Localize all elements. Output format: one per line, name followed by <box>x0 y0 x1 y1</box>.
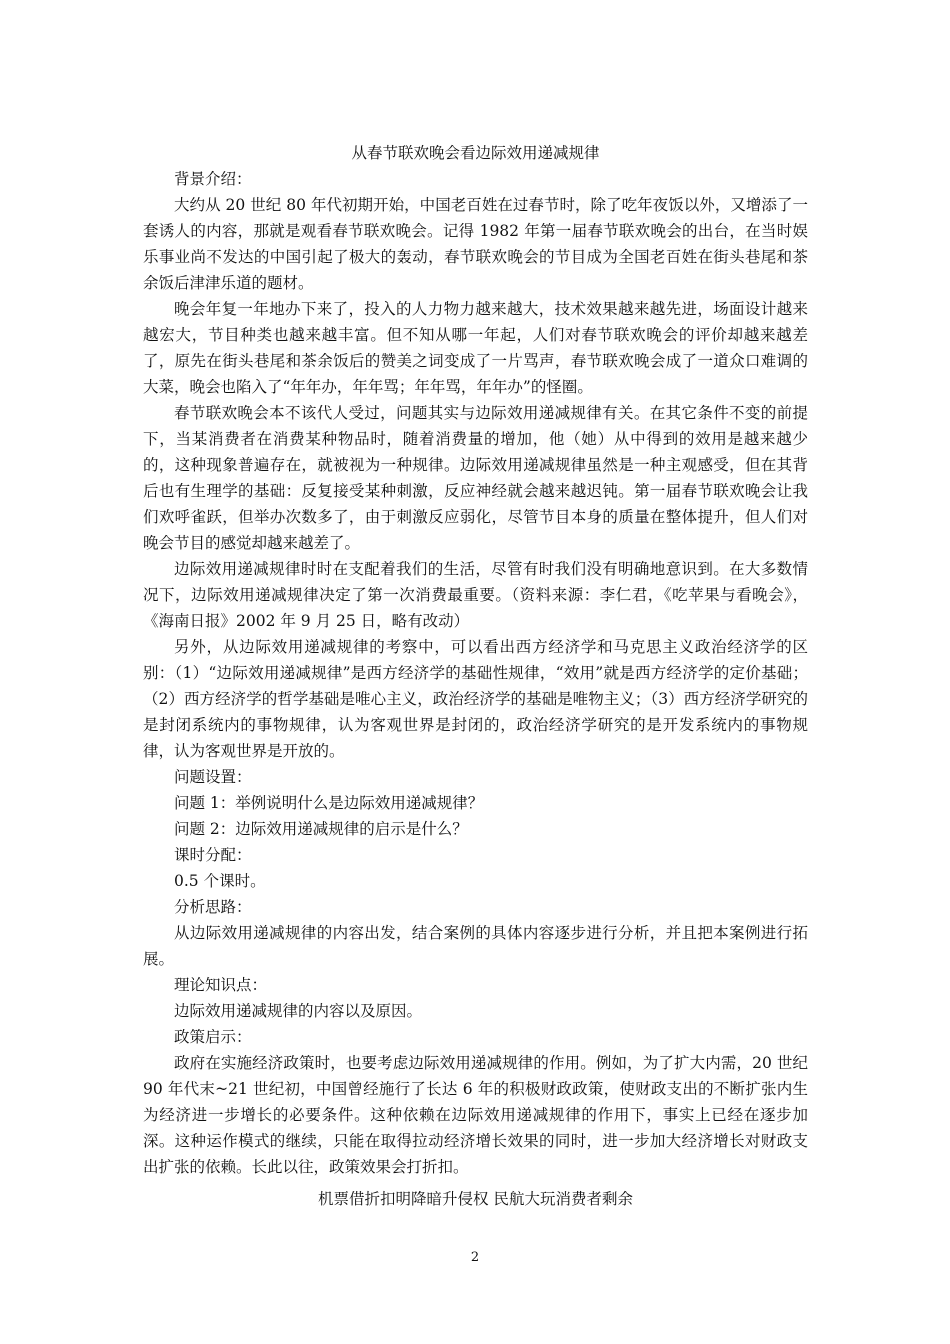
question-label: 问题设置： <box>174 768 252 786</box>
analysis-label: 分析思路： <box>174 898 252 916</box>
theory-label: 理论知识点： <box>174 976 268 994</box>
next-section-title: 机票借折扣明降暗升侵权 民航大玩消费者剩余 <box>318 1190 633 1208</box>
policy-label: 政策启示： <box>174 1028 252 1046</box>
paragraph-3: 春节联欢晚会本不该代人受过，问题其实与边际效用递减规律有关。在其它条件不变的前提下，当某消费者在消费某种物品时，随着消费量的增加，他（她）从中得到的效用是越来越少的，这种现象普遍存在，就被视为一种规律。边际效用递减规律虽然是一种主观感受，但在其背后也有生理学的基础：反复接受某种刺激，反应神经就会越来越迟钝。第一届春节联欢晚会让我们欢呼雀跃，但举办次数多了，由于刺激反应弱化，尽管节目本身的质量在整体提升，但人们对晚会节目的感觉却越来越差了。 <box>143 404 808 552</box>
paragraph-4: 边际效用递减规律时时在支配着我们的生活，尽管有时我们没有明确地意识到。在大多数情况下，边际效用递减规律决定了第一次消费最重要。（资料来源：李仁君，《吃苹果与看晚会》，《海南日报》2002 年 9 月 25 日，略有改动） <box>143 560 808 630</box>
page-number: 2 <box>470 1250 480 1265</box>
background-label: 背景介绍： <box>174 170 252 188</box>
paragraph-1: 大约从 20 世纪 80 年代初期开始，中国老百姓在过春节时，除了吃年夜饭以外，又增添了一套诱人的内容，那就是观看春节联欢晚会。记得 1982 年第一届春节联欢晚会的出台，在当时娱乐事业尚不发达的中国引起了极大的轰动，春节联欢晚会的节目成为全国老百姓在街头巷尾和茶余饭后津津乐道的题材。 <box>143 196 808 292</box>
question-1: 问题 1：举例说明什么是边际效用递减规律？ <box>174 794 484 812</box>
hours-value: 0.5 个课时。 <box>174 872 266 890</box>
question-2: 问题 2：边际效用递减规律的启示是什么？ <box>174 820 468 838</box>
paragraph-5: 另外，从边际效用递减规律的考察中，可以看出西方经济学和马克思主义政治经济学的区别：（1）“边际效用递减规律”是西方经济学的基础性规律，“效用”就是西方经济学的定价基础；（2）西方经济学的哲学基础是唯心主义，政治经济学的基础是唯物主义；（3）西方经济学研究的是封闭系统内的事物规律，认为客观世界是封闭的，政治经济学研究的是开发系统内的事物规律，认为客观世界是开放的。 <box>143 638 808 760</box>
analysis-text: 从边际效用递减规律的内容出发，结合案例的具体内容逐步进行分析，并且把本案例进行拓展。 <box>143 924 808 968</box>
document-title: 从春节联欢晚会看边际效用递减规律 <box>351 144 600 162</box>
paragraph-2: 晚会年复一年地办下来了，投入的人力物力越来越大，技术效果越来越先进，场面设计越来越宏大，节目种类也越来越丰富。但不知从哪一年起，人们对春节联欢晚会的评价却越来越差了，原先在街头巷尾和茶余饭后的赞美之词变成了一片骂声，春节联欢晚会成了一道众口难调的大菜，晚会也陷入了“年年办，年年骂；年年骂，年年办”的怪圈。 <box>143 300 808 396</box>
document-body <box>143 140 808 1180</box>
theory-text: 边际效用递减规律的内容以及原因。 <box>174 1002 423 1020</box>
policy-text: 政府在实施经济政策时，也要考虑边际效用递减规律的作用。例如，为了扩大内需，20 世纪 90 年代末~21 世纪初，中国曾经施行了长达 6 年的积极财政政策，使财政支出的不断扩张内生为经济进一步增长的必要条件。这种依赖在边际效用递减规律的作用下，事实上已经在逐步加深。这种运作模式的继续，只能在取得拉动经济增长效果的同时，进一步加大经济增长对财政支出扩张的依赖。长此以往，政策效果会打折扣。 <box>143 1054 808 1176</box>
hours-label: 课时分配： <box>174 846 252 864</box>
